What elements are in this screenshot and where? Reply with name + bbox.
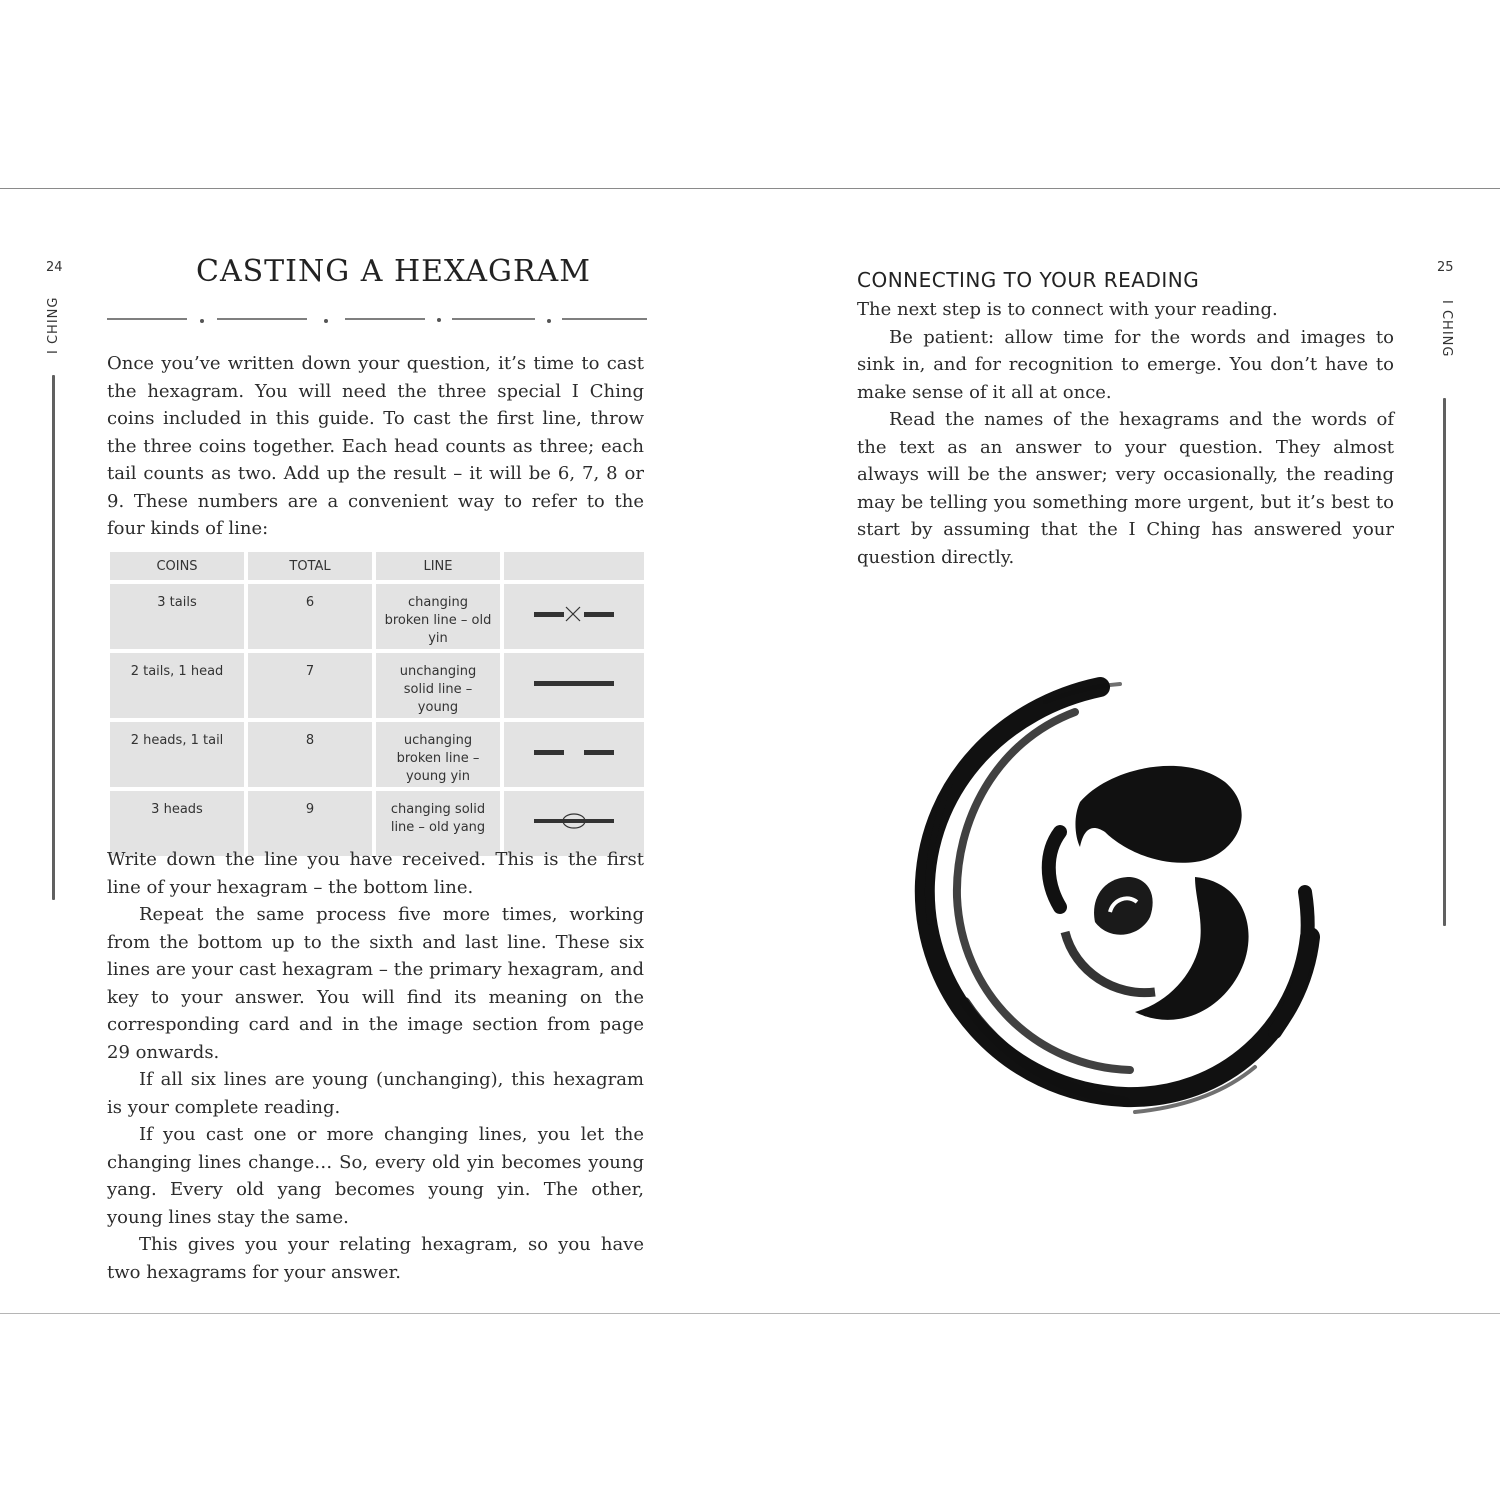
solid-line-icon	[524, 673, 624, 693]
cell-line: changing broken line – old yin	[376, 584, 500, 649]
cell-total: 6	[248, 584, 372, 649]
paragraph: Read the names of the hexagrams and the words of the text as an answer to your question. They almost always will be the answer; very occasionally, the reading may be telling you something more urgent, but it’s best to start by assuming that the I Ching has answered your question directly.	[857, 409, 1394, 568]
table-header-row	[110, 552, 644, 580]
header-symbol	[504, 552, 644, 580]
right-body-text	[857, 296, 1394, 571]
paragraph: If you cast one or more changing lines, you let the changing lines change… So, every old yin becomes young yang. Every old yang becomes young yin. The other, young lines stay the same.	[107, 1124, 644, 1228]
cell-coins: 3 tails	[110, 584, 244, 649]
cell-total: 8	[248, 722, 372, 787]
header-coins: COINS	[110, 552, 244, 580]
paragraph: Repeat the same process five more times, working from the bottom up to the sixth and last line. These six lines are your cast hexagram – the primary hexagram, and key to your answer. You will find its meaning on the corresponding card and in the image section from page 29 onwards.	[107, 904, 644, 1063]
section-heading: CONNECTING TO YOUR READING	[857, 268, 1200, 292]
side-label-left: I CHING	[46, 296, 61, 354]
table-row	[110, 653, 644, 718]
header-total: TOTAL	[248, 552, 372, 580]
cell-line: uchanging broken line – young yin	[376, 722, 500, 787]
cell-total: 7	[248, 653, 372, 718]
table-row	[110, 584, 644, 649]
broken-line-with-cross-icon	[524, 604, 624, 624]
side-rule-left	[52, 375, 55, 900]
paragraph: The next step is to connect with your reading.	[857, 299, 1278, 320]
yin-yang-brush-swirl-icon	[895, 672, 1325, 1117]
solid-line-with-circle-icon	[524, 810, 624, 832]
cell-coins: 3 heads	[110, 791, 244, 856]
page-number-right: 25	[1437, 260, 1454, 275]
cell-total: 9	[248, 791, 372, 856]
paragraph: Be patient: allow time for the words and images to sink in, and for recognition to emerge. You don’t have to make sense of it all at once.	[857, 326, 1394, 403]
title-ornament	[107, 312, 647, 326]
side-rule-right	[1443, 398, 1446, 926]
header-line: LINE	[376, 552, 500, 580]
paragraph: This gives you your relating hexagram, so you have two hexagrams for your answer.	[107, 1234, 644, 1283]
intro-paragraph: Once you’ve written down your question, it’s time to cast the hexagram. You will need the three special I Ching coins included in this guide. To cast the first line, throw the three coins together. Each head counts as three; each tail counts as two. Add up the result – it will be 6, 7, 8 or 9. These numbers are a convenient way to refer to the four kinds of line:	[107, 353, 644, 539]
cell-line: changing solid line – old yang	[376, 791, 500, 856]
cell-coins: 2 tails, 1 head	[110, 653, 244, 718]
page-title: CASTING A HEXAGRAM	[196, 254, 591, 289]
side-label-right: I CHING	[1439, 300, 1454, 358]
cell-line: unchanging solid line – young	[376, 653, 500, 718]
broken-line-icon	[524, 742, 624, 762]
table-row	[110, 722, 644, 787]
coins-table	[106, 548, 648, 860]
paragraph: If all six lines are young (unchanging), this hexagram is your complete reading.	[107, 1069, 644, 1118]
left-body-text	[107, 846, 644, 1286]
page-number-left: 24	[46, 260, 63, 275]
cell-coins: 2 heads, 1 tail	[110, 722, 244, 787]
paragraph: Write down the line you have received. This is the first line of your hexagram – the bottom line.	[107, 849, 644, 898]
